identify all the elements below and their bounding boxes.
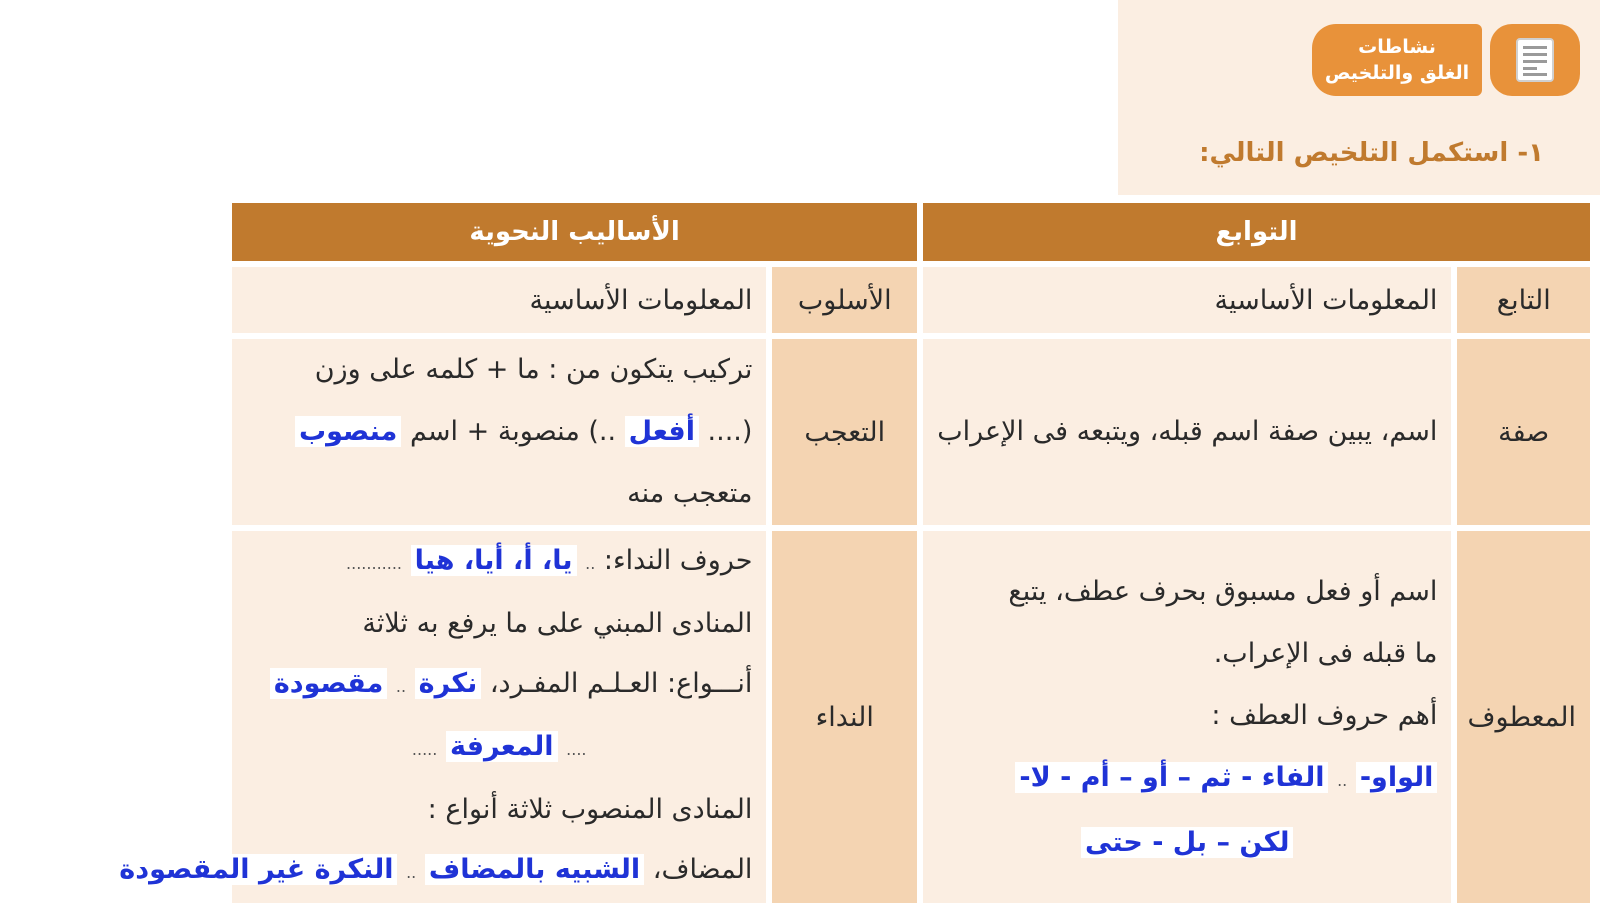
col-uslub: الأسلوب xyxy=(772,267,917,333)
badge-line2: الغلق والتلخيص xyxy=(1324,62,1470,84)
taajjub-line1: تركيب يتكون من : ما + كلمه على وزن xyxy=(314,354,753,385)
answer-shabih: الشبيه بالمضاف xyxy=(425,854,644,885)
answer-nakira-ghayr: النكرة غير المقصودة xyxy=(115,854,397,885)
nida-line4: المنادى المنصوب ثلاثة أنواع : xyxy=(427,794,753,825)
matuf-line3: أهم حروف العطف : xyxy=(1211,699,1438,731)
answer-huruf: يا، أ، أيا، هيا xyxy=(411,545,577,576)
nida-line1 xyxy=(246,531,752,594)
badge-icon-box xyxy=(1490,24,1580,96)
nida-line2: المنادى المبني على ما يرفع به ثلاثة xyxy=(362,608,753,639)
answer-afal: أفعل xyxy=(625,416,699,447)
nida-dots-a: .. xyxy=(585,554,596,573)
row-sifa-label: صفة xyxy=(1457,339,1590,525)
nida-dots-e: ..... xyxy=(411,740,438,759)
taajjub-line3: متعجب منه xyxy=(627,478,753,509)
nida-line3 xyxy=(246,654,752,717)
nida-dots-b: ........... xyxy=(346,554,402,573)
taajjub-paren-open: (.... xyxy=(707,416,753,447)
row-matuf-info xyxy=(923,531,1451,903)
document-icon xyxy=(1515,37,1555,83)
nida-dots-f: .. xyxy=(406,863,417,882)
row-taajjub-label: التعجب xyxy=(772,339,917,525)
answer-waw: الواو- xyxy=(1356,762,1438,793)
header-tawabi: التوابع xyxy=(923,203,1590,261)
row-matuf-label: المعطوف xyxy=(1457,531,1590,903)
row-nida-info xyxy=(119,531,766,903)
nida-dots-c: .. xyxy=(395,677,407,696)
row-taajjub-info xyxy=(232,339,766,525)
badge-line1: نشاطات xyxy=(1358,36,1436,58)
col-info-left: المعلومات الأساسية xyxy=(232,267,766,333)
answer-marifa: المعرفة xyxy=(446,731,558,762)
taajjub-line2 xyxy=(246,401,752,463)
activity-badge xyxy=(1312,24,1482,96)
nida-mudaf: المضاف، xyxy=(652,854,753,885)
nida-huruf-label: حروف النداء: xyxy=(603,545,753,576)
answer-nakira: نكرة xyxy=(415,668,482,699)
matuf-answers2 xyxy=(937,812,1437,874)
matuf-line2: ما قبله فى الإعراب. xyxy=(1213,637,1438,669)
row-nida-label: النداء xyxy=(772,531,917,903)
matuf-line1: اسم أو فعل مسبوق بحرف عطف، يتبع xyxy=(1008,575,1438,607)
header-asalib: الأساليب النحوية xyxy=(232,203,917,261)
answer-letters2: لكن – بل - حتى xyxy=(1081,827,1293,858)
row-sifa-info: اسم، يبين صفة اسم قبله، ويتبعه فى الإعراب xyxy=(923,339,1451,525)
nida-anwa: أنـــواع: العـلـم المفـرد، xyxy=(489,668,753,699)
nida-line5 xyxy=(119,840,753,903)
answer-maqsuda: مقصودة xyxy=(270,668,387,699)
summary-table xyxy=(119,197,1596,909)
task-title: ١- استكمل التلخيص التالي: xyxy=(1199,138,1544,168)
nida-dots-d: .... xyxy=(566,740,587,759)
matuf-answers: الواو- .. الفاء - ثم – أو – أم - لا- xyxy=(937,747,1437,812)
answer-mansub: منصوب xyxy=(295,416,401,447)
col-tabi: التابع xyxy=(1457,267,1590,333)
taajjub-mid: ..) منصوبة + اسم xyxy=(409,416,617,447)
answer-letters: الفاء - ثم – أو – أم - لا- xyxy=(1015,762,1328,793)
col-info-right: المعلومات الأساسية xyxy=(923,267,1451,333)
nida-line3b xyxy=(246,717,752,780)
